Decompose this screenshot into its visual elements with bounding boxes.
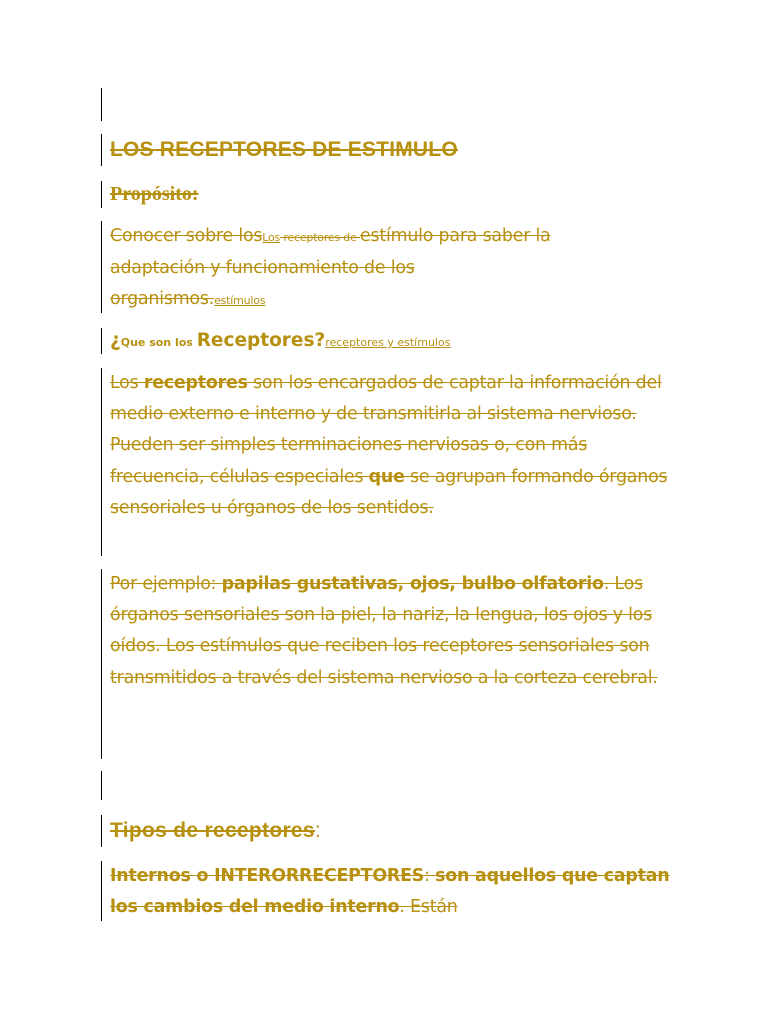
question-small-text: Que son los [120, 336, 197, 349]
types-heading [110, 814, 670, 848]
inline-link[interactable]: Los [262, 231, 281, 244]
paragraph-bold: que [368, 466, 405, 487]
question-mark: ¿ [110, 330, 121, 351]
inline-small-text: receptores de [280, 231, 360, 244]
purpose-text: organismos. [110, 289, 215, 310]
paragraph-bold: receptores [143, 373, 248, 393]
change-bar [101, 861, 102, 921]
question-heading [110, 327, 670, 357]
paragraph-bold: Internos o INTERORRECEPTORES [110, 866, 425, 886]
purpose-heading: Propósito: [110, 183, 199, 205]
change-bar [101, 569, 102, 759]
paragraph-ejemplo [110, 569, 670, 694]
paragraph-text: . Los órganos sensoriales son la piel, la nariz, la lengua, los ojos y los oídos. Los estímulos que reciben los receptores sensoriales son transmitidos a través del sistema nervioso a la corteza cerebral. [110, 574, 658, 688]
types-heading-text: Tipos de receptores [110, 819, 315, 842]
paragraph-bold: son aquellos que captan los cambios del medio interno [110, 866, 670, 918]
paragraph-bold: papilas gustativas, ojos, bulbo olfatorio [221, 574, 604, 594]
paragraph-text: . Están [399, 897, 458, 918]
paragraph-text: se agrupan formando órganos sensoriales u órganos de los sentidos. [110, 466, 668, 518]
change-bar [101, 328, 102, 354]
change-bar [101, 815, 102, 847]
change-bar [101, 88, 102, 121]
paragraph-text: son los encargados de captar la información del medio externo e interno y de transmitirla al sistema nervioso. Pueden ser simples terminaciones nerviosas o, con más frecuencia, células especiales [110, 373, 662, 487]
purpose-paragraph [110, 221, 670, 317]
paragraph-receptores [110, 368, 670, 524]
purpose-text: estímulo para saber la [359, 226, 551, 246]
document-title: LOS RECEPTORES DE ESTIMULO [110, 138, 458, 161]
paragraph-internos [110, 861, 670, 923]
change-bar [101, 771, 102, 800]
change-bar [101, 368, 102, 556]
purpose-text: adaptación y funcionamiento de los [110, 258, 415, 279]
question-big-text: Receptores? [196, 330, 326, 351]
paragraph-text: : [424, 866, 436, 886]
inline-link[interactable]: receptores y estímulos [325, 336, 451, 349]
types-heading-colon: : [314, 819, 322, 842]
change-bar [101, 181, 102, 208]
purpose-text: Conocer sobre los [110, 226, 263, 246]
paragraph-text: Los [110, 373, 144, 393]
paragraph-text: Por ejemplo: [110, 574, 222, 594]
change-bar [101, 134, 102, 166]
inline-link[interactable]: estímulos [214, 294, 266, 308]
change-bar [101, 221, 102, 313]
